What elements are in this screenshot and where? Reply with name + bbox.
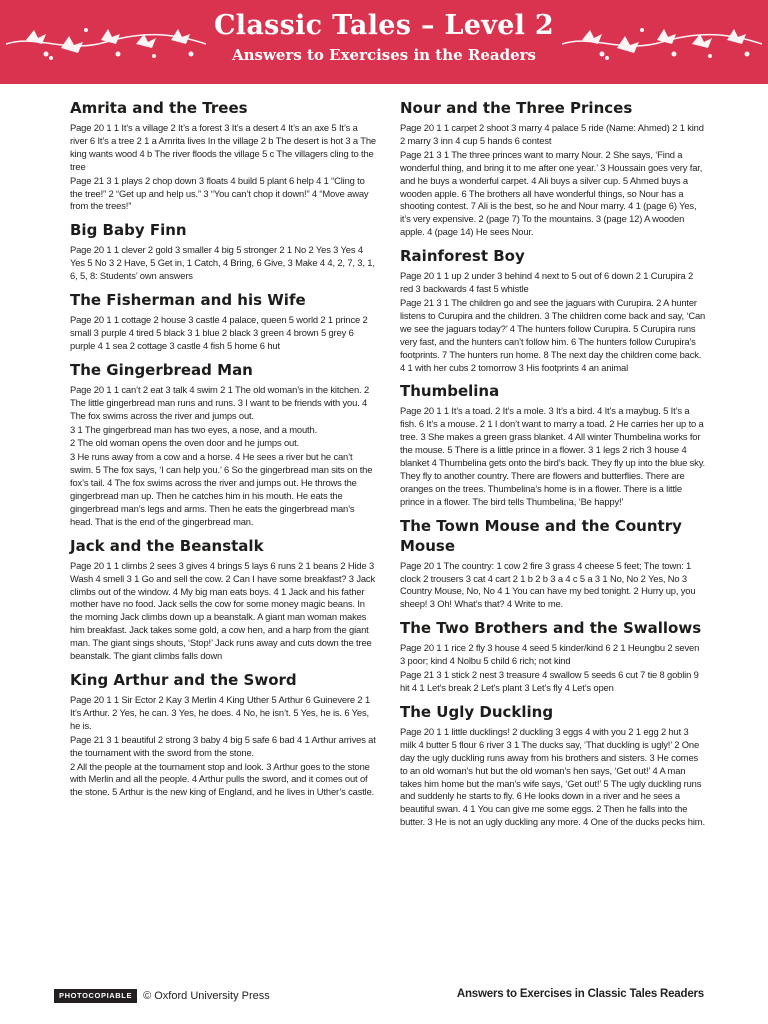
story-nour (400, 98, 706, 239)
story-ugly-duckling (400, 702, 706, 829)
answer-paragraph: Page 20 1 1 can’t 2 eat 3 talk 4 swim 2 1 The old woman’s in the kitchen. 2 The little gingerbread man runs and runs. 3 I want to be friends with you. 4 The fox swims across the river and jumps out. (70, 383, 370, 421)
story-title: The Ugly Duckling (400, 702, 554, 721)
story-title: The Fisherman and his Wife (70, 291, 306, 310)
left-column (70, 98, 376, 806)
story-jack-beanstalk (70, 536, 376, 663)
story-big-baby-finn (70, 220, 376, 283)
story-title: Nour and the Three Princes (400, 99, 633, 117)
story-thumbelina (400, 381, 706, 508)
footer-title: Answers to Exercises in Classic Tales Readers (456, 988, 704, 1000)
answer-paragraph: Page 20 1 1 cottage 2 house 3 castle 4 palace, queen 5 world 2 1 prince 2 small 3 purple 4 tired 5 black 3 1 blue 2 black 3 green 4 brown 5 grey 6 purple 4 1 sea 2 cottage 3 castle 4 fish 5 home 6 hut (70, 314, 368, 351)
story-title: Jack and the Beanstalk (70, 536, 264, 555)
answer-paragraph: Page 20 1 1 clever 2 gold 3 smaller 4 big 5 stronger 2 1 No 2 Yes 3 Yes 4 Yes 5 No 3 2 Have, 5 Get in, 1 Catch, 4 Bring, 6 Give, 3 Make 4 4, 2, 7, 3, 1, 6, 5, 8: Students’ own answers (70, 244, 375, 282)
answer-paragraph: Page 21 3 1 beautiful 2 strong 3 baby 4 big 5 safe 6 bad 4 1 Arthur arrives at the tournament with the sword from the stone. (70, 733, 376, 758)
answer-paragraph: Page 20 1 1 rice 2 fly 3 house 4 seed 5 kinder/kind 6 2 1 Heungbu 2 seven 3 poor; kind 4 Nolbu 5 child 6 rich; not kind (400, 642, 700, 667)
answer-paragraph: Page 20 1 The country: 1 cow 2 fire 3 grass 4 cheese 5 feet; The town: 1 clock 2 trousers 3 cat 4 cart 2 1 b 2 b 3 a 4 c 5 a 3 1 No, No 2 Yes, No 3 Country Mouse, No, No 4 1 You can have my bed tonight. 2 Hurry up, you sheep! 3 Oh! What’s that? 4 Write to me. (400, 559, 696, 610)
story-title: The Two Brothers and the Swallows (400, 619, 702, 638)
story-fisherman (70, 290, 376, 353)
footer-left (54, 988, 270, 1004)
story-town-mouse (400, 516, 706, 612)
page-subtitle: Answers to Exercises in the Readers (231, 46, 536, 64)
story-title: Amrita and the Trees (70, 99, 248, 117)
answer-paragraph: Page 21 3 1 plays 2 chop down 3 floats 4 build 5 plant 6 help 4 1 “Cling to the tree!” 2 “Get up and help us.” 3 “You can’t chop it down!” 4 “Move away from the trees!” (70, 174, 369, 212)
answer-paragraph: 3 1 The gingerbread man has two eyes, a nose, and a mouth. (70, 423, 318, 435)
story-title: Big Baby Finn (70, 221, 187, 240)
answer-paragraph: Page 20 1 1 Sir Ector 2 Kay 3 Merlin 4 King Uther 5 Arthur 6 Guinevere 2 1 It’s Arthur. 2 Yes, he can. 3 Yes, he does. 4 No, he isn’t. 5 Yes, he is. 6 Yes, he is. (70, 694, 371, 731)
answer-paragraph: Page 21 3 1 The three princes want to marry Nour. 2 She says, ‘Find a wonderful thing, and bring it to me after one year.’ 3 Houssain goes very far, and he buys a wonderful carpet. 4 Ali buys a silver cup. 5 Ahmed buys a wooden apple. 6 The brothers all have wonderful things, so Nour has a shooting contest. 7 Ali is the best, so he and Nour marry. 4 1 (page 6) Yes, it’s very expensive. 2 (page 7) To the mountains. 3 (page 12) A wooden apple. 4 (page 14) He sees Nour. (400, 148, 703, 238)
answer-paragraph: Page 21 3 1 The children go and see the jaguars with Curupira. 2 A hunter listens to Curupira and the children. 3 The children come back and say, ‘Can we see the jaguars today?’ 4 The hunters follow Curupira. 5 Curupira runs very fast, and the hunters can’t follow him. 6 The hunters follow Curupira’s footprints. 7 The hunters run home. 8 The next day the children come back. 4 1 with her cubs 2 tomorrow 3 His footprints 4 an animal (400, 296, 706, 373)
right-column (400, 98, 706, 836)
story-title: The Gingerbread Man (70, 360, 253, 379)
story-rainforest-boy (400, 246, 706, 374)
story-title: Thumbelina (400, 382, 500, 401)
answer-paragraph: 2 All the people at the tournament stop and look. 3 Arthur goes to the stone with Merlin and all the people. 4 Arthur pulls the sword, and it comes out of the stone. 5 Arthur is the new king of England, and he lives in Uther’s castle. (70, 760, 375, 798)
copyright-text: © Oxford University Press (143, 990, 270, 1002)
answer-paragraph: Page 20 1 1 climbs 2 sees 3 gives 4 brings 5 lays 6 runs 2 1 beans 2 Hide 3 Wash 4 smell 3 1 Go and sell the cow. 2 Can I have some breakfast? 3 Jack climbs out of the window. 4 My big man eats boys. 4 1 Jack and his father mother have no food. Jack sells the cow for some money magic beans. In the morning Jack climbs down up a beanstalk. A giant man woman makes him breakfast. Jack takes some gold, a cow hen, and a harp from the giant man. The giant sings shouts, ‘Stop!’ Jack runs away and cuts down the tree beanstalk. The giant climbs falls down (70, 559, 376, 662)
answer-paragraph: Page 20 1 1 up 2 under 3 behind 4 next to 5 out of 6 down 2 1 Curupira 2 red 3 backwards 4 fast 5 whistle (400, 270, 694, 295)
answer-paragraph: Page 20 1 1 little ducklings! 2 duckling 3 eggs 4 with you 2 1 egg 2 hut 3 milk 4 butter 5 flour 6 river 3 1 The ducks say, ‘That duckling is ugly!’ 2 One day the ugly duckling runs away from his brothers and sisters. 3 He comes to an old woman’s hut but the old woman’s hen says, ‘Get out!’ 4 A man takes him home but the man’s wife says, ‘Get out!’ 5 The ugly duckling runs and suddenly he starts to fly. 6 He looks down in a river and he sees a beautiful swan. 4 1 You can give me some eggs. 2 Then he falls into the butter. 3 He is not an ugly duckling any more. 4 One of the ducks pecks him. (400, 725, 705, 828)
story-gingerbread-man (70, 360, 376, 529)
answer-paragraph: Page 21 3 1 stick 2 nest 3 treasure 4 swallow 5 seeds 6 cut 7 tie 8 goblin 9 hit 4 1 Let’s break 2 Let’s plant 3 Let’s fly 4 Let’s open (400, 669, 699, 693)
story-two-brothers (400, 618, 706, 695)
photocopiable-badge: PHOTOCOPIABLE (54, 989, 137, 1003)
answer-paragraph: Page 20 1 1 It’s a toad. 2 It’s a mole. 3 It’s a bird. 4 It’s a maybug. 5 It’s a fish. 6 It’s a mouse. 2 1 I don’t want to marry a toad. 2 He carries her up to a tree. 3 She makes a green grass blanket. 4 All winter Thumbelina works for the mouse. 5 There is a little prince in a flower. 3 1 legs 2 rich 3 house 4 blanket 4 Thumbelina gets onto the bird’s back. They fly up into the blue sky. They fly to another country. There are flowers and butterflies. There are oranges on the trees. Thumbelina’s home is in a flower. There is a little prince in a flower. The bird tells Thumbelina, ‘Be happy!’ (400, 405, 705, 507)
page-title: Classic Tales – Level 2 (213, 10, 555, 41)
story-king-arthur (70, 670, 376, 799)
story-title: Rainforest Boy (400, 247, 525, 266)
answer-paragraph: Page 20 1 1 It’s a village 2 It’s a forest 3 It’s a desert 4 It’s an axe 5 It’s a river 6 It’s a tree 2 1 a Amrita lives In the village 2 b The desert is hot 3 a The king wants wood 4 b The river floods the village 5 c The villagers cling to the tree (70, 122, 376, 172)
answer-paragraph: Page 20 1 1 carpet 2 shoot 3 marry 4 palace 5 ride (Name: Ahmed) 2 1 kind 2 marry 3 inn 4 cup 5 hands 6 contest (400, 122, 704, 146)
page-header (0, 0, 768, 84)
story-title: The Town Mouse and the Country Mouse (400, 516, 682, 555)
story-title: King Arthur and the Sword (70, 671, 297, 689)
answer-paragraph: 3 He runs away from a cow and a horse. 4 He sees a river but he can’t swim. 5 The fox says, ‘I can help you.’ 6 So the gingerbread man sits on the fox’s tail. 4 The fox swims across the river and jumps out. He throws the gingerbread man up. Then he catches him in his mouth. He eats the gingerbread man’s legs and arms. Then he eats the gingerbread man’s head. That is the end of the gingerbread man. (70, 451, 373, 527)
answer-paragraph: 2 The old woman opens the oven door and he jumps out. (70, 437, 300, 449)
story-amrita (70, 98, 376, 213)
